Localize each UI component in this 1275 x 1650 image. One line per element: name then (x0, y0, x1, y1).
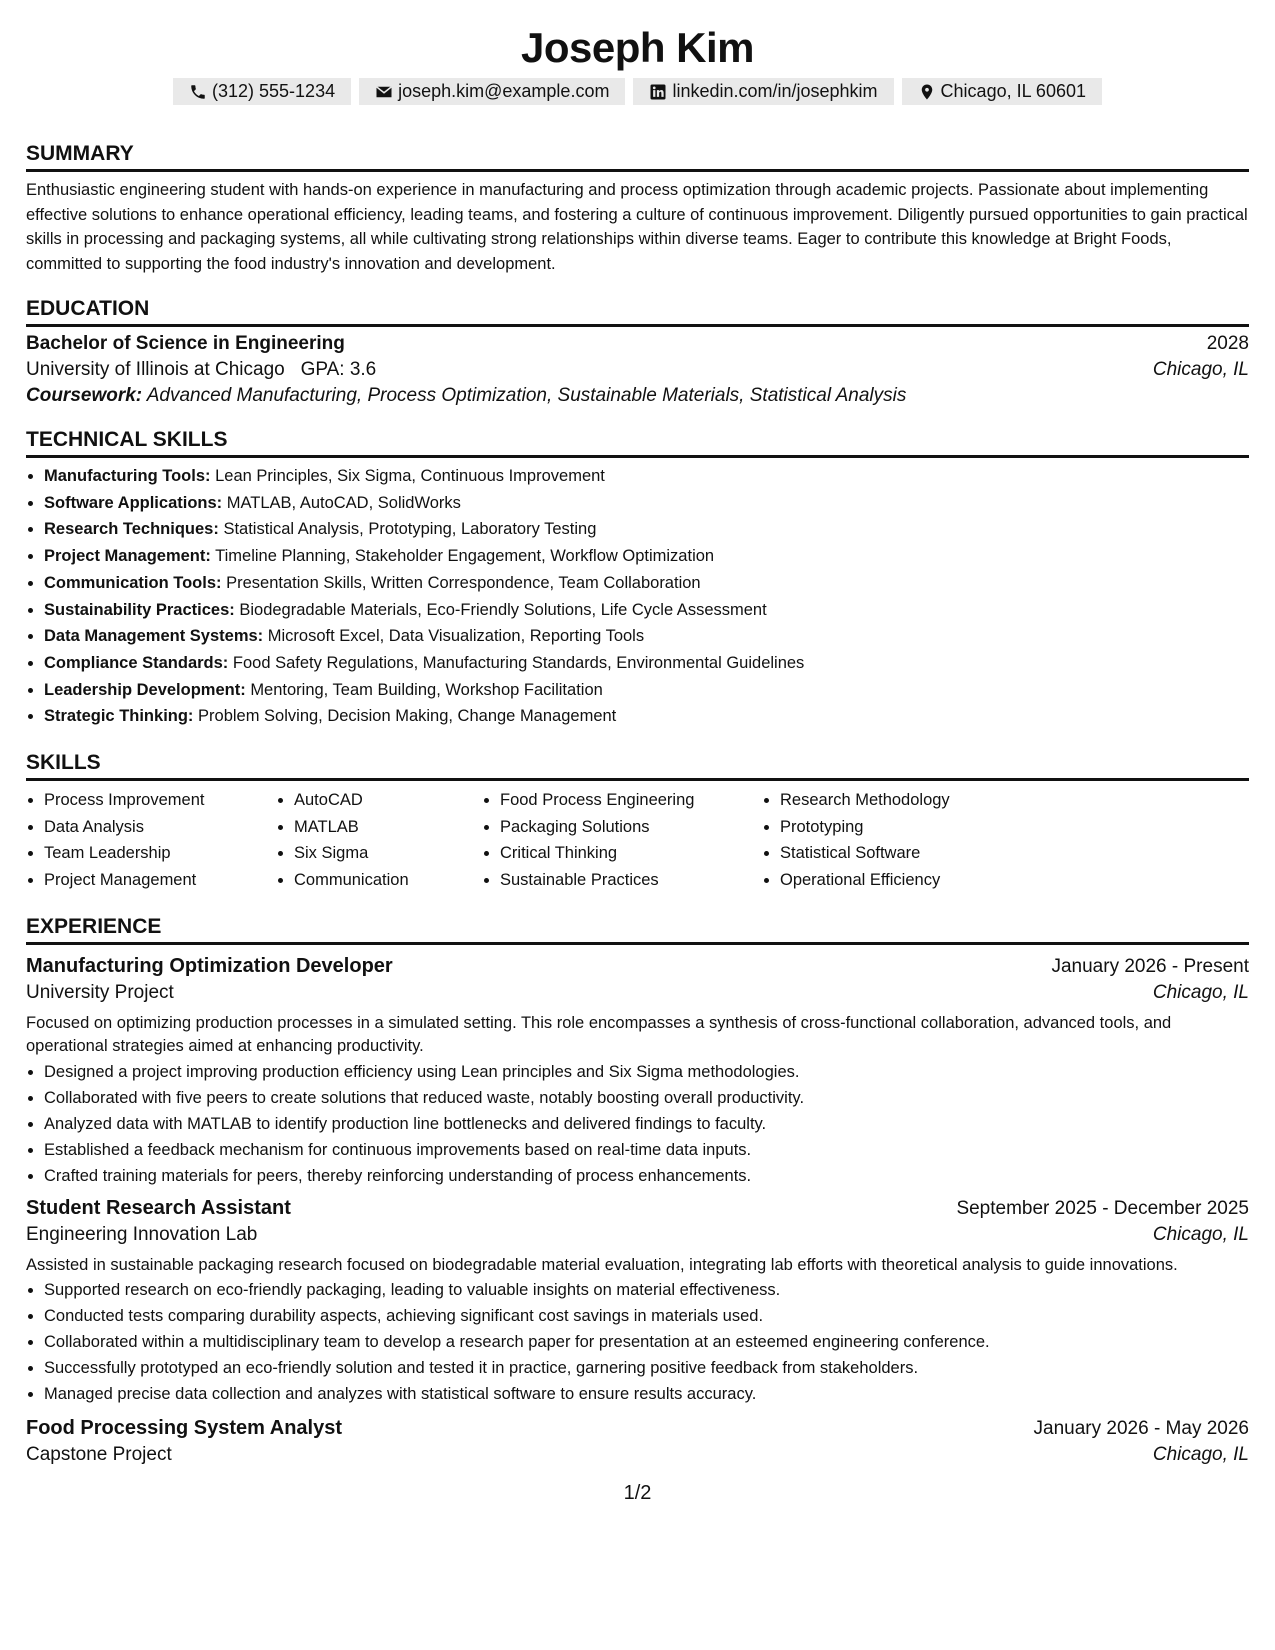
technical-skills-list (26, 463, 1249, 730)
list-item (44, 516, 1249, 543)
list-item: • Designed a project improving production efficiency using Lean principles and Six Sigma methodologies. (44, 1059, 1249, 1085)
list-item: • Food Process Engineering (500, 787, 762, 814)
skill-category: Communication Tools: (44, 573, 222, 592)
contact-bar (26, 78, 1249, 105)
summary-section (26, 141, 1249, 276)
experience-heading: EXPERIENCE (26, 914, 1249, 945)
contact-location-text: Chicago, IL 60601 (940, 81, 1086, 101)
list-item: • AutoCAD (294, 787, 482, 814)
skills-column-1 (26, 787, 276, 894)
skill-values: Food Safety Regulations, Manufacturing Standards, Environmental Guidelines (232, 653, 805, 672)
summary-text: Enthusiastic engineering student with hands-on experience in manufacturing and process optimization through academic projects. Passionate about implementing effective solutions to enhance operational efficiency, leading teams, and fostering a culture of continuous improvement. Diligently pursued opportunities to gain practical skills in processing and packaging systems, all while cultivating strong relationships within diverse teams. Eager to contribute this knowledge at Bright Foods, committed to supporting the food industry's innovation and development. (26, 181, 1248, 273)
list-item: • Conducted tests comparing durability aspects, achieving significant cost savings in materials used. (44, 1303, 1249, 1329)
education-heading: EDUCATION (26, 296, 1249, 327)
job-dates: January 2026 - May 2026 (1033, 1418, 1249, 1440)
skills-column-2 (276, 787, 482, 894)
job-description: Focused on optimizing production processes in a simulated setting. This role encompasses a synthesis of cross-functional collaboration, advanced tools, and operational strategies aimed at enhancing productivity. (26, 1013, 1172, 1056)
list-item: • Analyzed data with MATLAB to identify production line bottlenecks and delivered findings to faculty. (44, 1111, 1249, 1137)
job-subheader (26, 1444, 1249, 1466)
contact-phone-text: (312) 555-1234 (212, 81, 336, 101)
list-item: • Statistical Software (780, 840, 1080, 867)
contact-email[interactable] (359, 78, 625, 105)
list-item: • Managed precise data collection and analyzes with statistical software to ensure results accuracy. (44, 1381, 1249, 1407)
job-dates: September 2025 - December 2025 (956, 1197, 1249, 1219)
phone-icon (189, 83, 207, 101)
list-item: • MATLAB (294, 814, 482, 841)
job-location: Chicago, IL (1152, 1444, 1249, 1466)
job-subheader (26, 1224, 1249, 1246)
list-item: • Collaborated with five peers to create solutions that reduced waste, notably boosting overall productivity. (44, 1085, 1249, 1111)
list-item: • Communication (294, 867, 482, 894)
skill-category: Strategic Thinking: (44, 707, 194, 726)
job-header (26, 955, 1249, 978)
skill-category: Sustainability Practices: (44, 600, 235, 619)
skill-category: Manufacturing Tools: (44, 467, 211, 485)
job-subheader (26, 982, 1249, 1004)
school-name: University of Illinois at Chicago (26, 359, 285, 380)
list-item: • Operational Efficiency (780, 867, 1080, 894)
skill-values: Problem Solving, Decision Making, Change Management (198, 707, 617, 726)
job-org: Engineering Innovation Lab (26, 1223, 258, 1245)
envelope-icon (375, 83, 393, 101)
skills-grid (26, 787, 1249, 894)
job-location: Chicago, IL (1152, 1223, 1249, 1245)
skill-values: Presentation Skills, Written Correspondence, Team Collaboration (226, 573, 701, 592)
list-item (44, 650, 1249, 677)
skills-section (26, 750, 1249, 894)
skill-values: Mentoring, Team Building, Workshop Facilitation (250, 680, 603, 699)
skills-heading: SKILLS (26, 750, 1249, 781)
job-title: Student Research Assistant (26, 1196, 291, 1219)
job-entry (26, 1417, 1249, 1466)
coursework-label: Coursework: (26, 385, 143, 406)
contact-linkedin[interactable] (633, 78, 893, 105)
skill-values: Biodegradable Materials, Eco-Friendly Solutions, Life Cycle Assessment (239, 600, 767, 619)
contact-location (902, 78, 1102, 105)
skill-category: Research Techniques: (44, 520, 219, 539)
skills-column-3 (482, 787, 762, 894)
list-item: • Process Improvement (44, 787, 276, 814)
job-entry (26, 955, 1249, 1189)
list-item: • Six Sigma (294, 840, 482, 867)
job-org: University Project (26, 981, 174, 1003)
summary-heading: SUMMARY (26, 141, 1249, 172)
list-item (44, 490, 1249, 517)
job-bullets (26, 1059, 1249, 1189)
list-item: • Prototyping (780, 814, 1080, 841)
list-item: • Successfully prototyped an eco-friendly solution and tested it in practice, garnering positive feedback from stakeholders. (44, 1355, 1249, 1381)
list-item: • Sustainable Practices (500, 867, 762, 894)
list-item (44, 597, 1249, 624)
list-item (44, 463, 1249, 490)
job-dates: January 2026 - Present (1051, 955, 1249, 977)
experience-section (26, 914, 1249, 1467)
coursework-line (26, 385, 1249, 407)
job-bullets (26, 1277, 1249, 1407)
list-item: • Supported research on eco-friendly packaging, leading to valuable insights on material effectiveness. (44, 1277, 1249, 1303)
skill-category: Data Management Systems: (44, 627, 264, 646)
list-item: • Project Management (44, 867, 276, 894)
skill-category: Project Management: (44, 547, 211, 566)
school-location: Chicago, IL (1152, 359, 1249, 380)
technical-skills-section (26, 427, 1249, 730)
education-row-2 (26, 359, 1249, 381)
list-item: • Established a feedback mechanism for continuous improvements based on real-time data inputs. (44, 1137, 1249, 1163)
degree-name: Bachelor of Science in Engineering (26, 333, 345, 354)
school-line (26, 359, 376, 381)
contact-email-text[interactable]: joseph.kim@example.com (398, 81, 610, 101)
list-item: • Research Methodology (780, 787, 1080, 814)
coursework-list: Advanced Manufacturing, Process Optimization, Sustainable Materials, Statistical Analysis (146, 385, 907, 406)
list-item: • Collaborated within a multidisciplinary team to develop a research paper for presentation at an esteemed engineering conference. (44, 1329, 1249, 1355)
technical-skills-heading: TECHNICAL SKILLS (26, 427, 1249, 458)
skill-category: Compliance Standards: (44, 653, 229, 672)
graduation-year: 2028 (1206, 333, 1249, 354)
list-item: • Packaging Solutions (500, 814, 762, 841)
list-item (44, 543, 1249, 570)
job-title: Manufacturing Optimization Developer (26, 954, 393, 977)
list-item: • Data Analysis (44, 814, 276, 841)
education-section (26, 296, 1249, 407)
job-description: Assisted in sustainable packaging research focused on biodegradable material evaluation, integrating lab efforts with theoretical analysis to guide innovations. (26, 1255, 1178, 1274)
linkedin-icon (649, 83, 667, 101)
list-item (44, 703, 1249, 730)
job-location: Chicago, IL (1152, 981, 1249, 1003)
skill-values: Microsoft Excel, Data Visualization, Reporting Tools (267, 627, 645, 646)
job-header (26, 1417, 1249, 1440)
list-item (44, 623, 1249, 650)
list-item (44, 677, 1249, 704)
contact-phone (173, 78, 351, 105)
education-row-1 (26, 333, 1249, 355)
skills-column-4 (762, 787, 1080, 894)
job-title: Food Processing System Analyst (26, 1417, 343, 1440)
skill-category: Software Applications: (44, 493, 223, 512)
page-number: 1/2 (623, 1482, 652, 1504)
skill-values: MATLAB, AutoCAD, SolidWorks (226, 493, 461, 512)
map-marker-icon (918, 83, 936, 101)
job-header (26, 1197, 1249, 1220)
skill-values: Timeline Planning, Stakeholder Engagement, Workflow Optimization (215, 547, 715, 566)
list-item: • Critical Thinking (500, 840, 762, 867)
list-item: • Team Leadership (44, 840, 276, 867)
contact-linkedin-text[interactable]: linkedin.com/in/josephkim (672, 81, 878, 101)
skill-values: Lean Principles, Six Sigma, Continuous Improvement (215, 467, 605, 485)
list-item: • Crafted training materials for peers, thereby reinforcing understanding of process enhancements. (44, 1163, 1249, 1189)
gpa: GPA: 3.6 (300, 359, 377, 380)
candidate-name: Joseph Kim (520, 24, 755, 71)
skill-values: Statistical Analysis, Prototyping, Laboratory Testing (223, 520, 597, 539)
job-entry (26, 1197, 1249, 1408)
list-item (44, 570, 1249, 597)
skill-category: Leadership Development: (44, 680, 246, 699)
job-org: Capstone Project (26, 1444, 172, 1466)
